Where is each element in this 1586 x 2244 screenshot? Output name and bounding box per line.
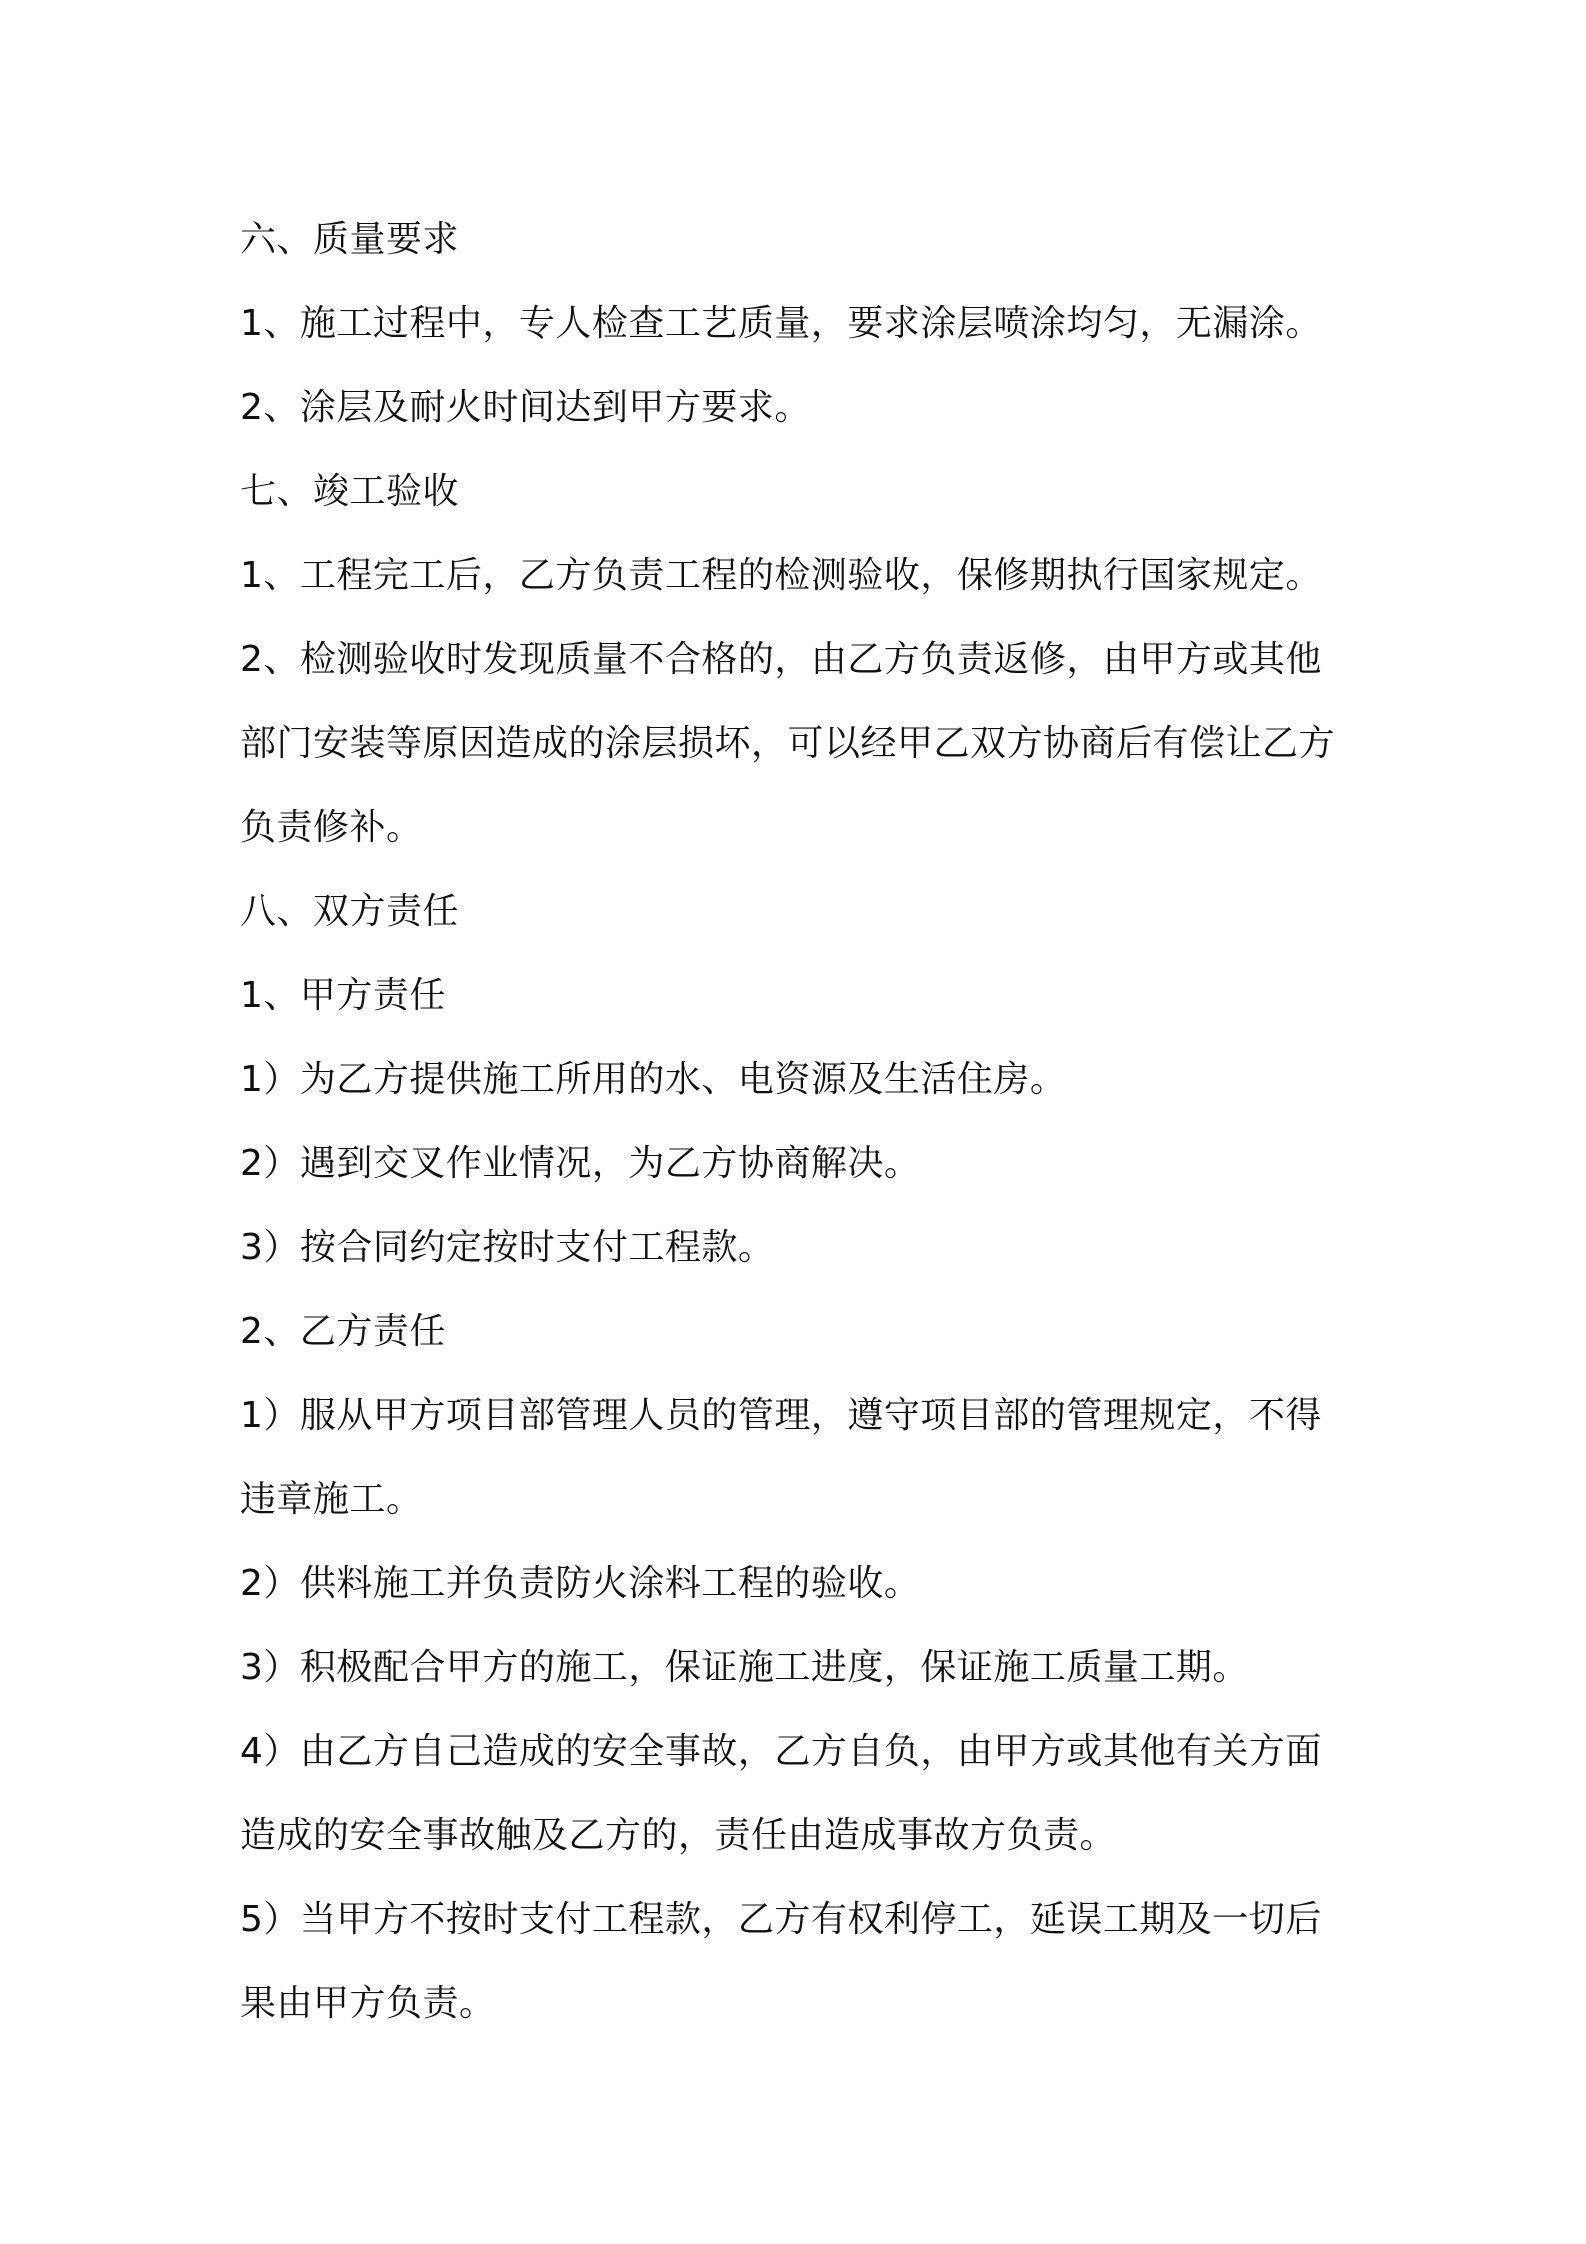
paragraph-line: 1、工程完工后，乙方负责工程的检测验收，保修期执行国家规定。 xyxy=(240,555,1322,596)
list-item: 3）按合同约定按时支付工程款。 xyxy=(240,1227,775,1268)
list-item: 2）供料施工并负责防火涂料工程的验收。 xyxy=(240,1563,921,1604)
paragraph-line: 负责修补。 xyxy=(240,807,423,848)
section-heading-acceptance: 七、竣工验收 xyxy=(240,471,460,512)
subsection-heading-party-a: 1、甲方责任 xyxy=(240,975,446,1016)
paragraph-line: 部门安装等原因造成的涂层损坏，可以经甲乙双方协商后有偿让乙方 xyxy=(240,723,1336,764)
list-item: 4）由乙方自己造成的安全事故，乙方自负，由甲方或其他有关方面 xyxy=(240,1731,1322,1772)
section-heading-responsibilities: 八、双方责任 xyxy=(240,891,460,932)
paragraph-line: 1、施工过程中，专人检查工艺质量，要求涂层喷涂均匀，无漏涂。 xyxy=(240,303,1322,344)
list-item: 5）当甲方不按时支付工程款，乙方有权利停工，延误工期及一切后 xyxy=(240,1899,1322,1940)
subsection-heading-party-b: 2、乙方责任 xyxy=(240,1311,446,1352)
document-body xyxy=(240,198,1360,2046)
list-item-continuation: 果由甲方负责。 xyxy=(240,1983,496,2024)
list-item: 1）为乙方提供施工所用的水、电资源及生活住房。 xyxy=(240,1059,1067,1100)
list-item: 1）服从甲方项目部管理人员的管理，遵守项目部的管理规定，不得 xyxy=(240,1395,1322,1436)
paragraph-line: 2、检测验收时发现质量不合格的，由乙方负责返修，由甲方或其他 xyxy=(240,639,1322,680)
section-heading-quality: 六、质量要求 xyxy=(240,219,460,260)
paragraph-line: 2、涂层及耐火时间达到甲方要求。 xyxy=(240,387,811,428)
list-item: 3）积极配合甲方的施工，保证施工进度，保证施工质量工期。 xyxy=(240,1647,1249,1688)
list-item: 2）遇到交叉作业情况，为乙方协商解决。 xyxy=(240,1143,921,1184)
list-item-continuation: 违章施工。 xyxy=(240,1479,423,1520)
list-item-continuation: 造成的安全事故触及乙方的，责任由造成事故方负责。 xyxy=(240,1815,1117,1856)
